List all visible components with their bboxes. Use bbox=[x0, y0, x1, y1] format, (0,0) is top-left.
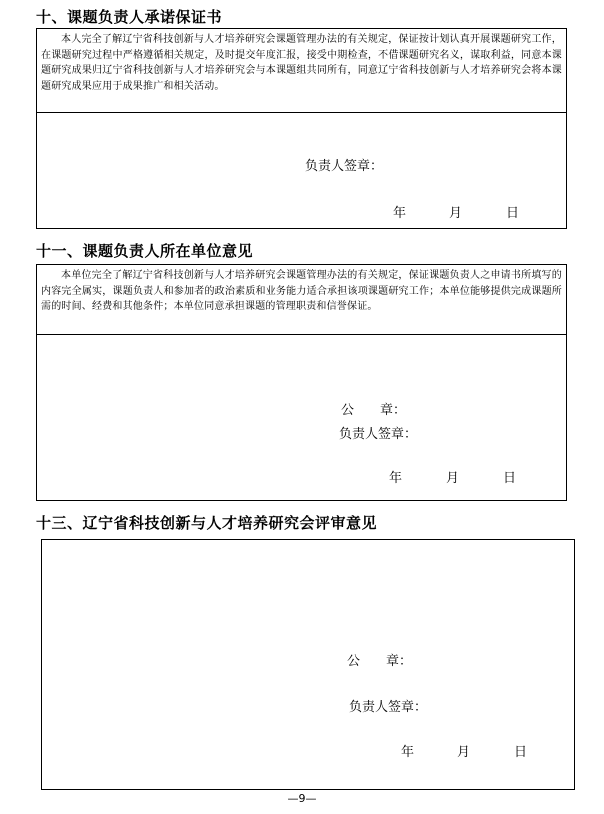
section-13-title: 十三、辽宁省科技创新与人才培养研究会评审意见 bbox=[36, 514, 378, 532]
signature-label: 负责人签章： bbox=[349, 700, 428, 715]
date-month: 月 bbox=[457, 745, 471, 760]
signature-label: 负责人签章： bbox=[339, 427, 418, 442]
section-10-title: 十、课题负责人承诺保证书 bbox=[36, 8, 223, 26]
date-year: 年 bbox=[389, 471, 403, 486]
section-11-paragraph: 本单位完全了解辽宁省科技创新与人才培养研究会课题管理办法的有关规定，保证课题负责人之申请书所填写的内容完全属实，课题负责人和参加者的政治素质和业务能力适合承担该项课题研究工作；本单位能够提供完成课题所需的时间、经费和其他条件；本单位同意承担课题的管理职责和信誉保证。 bbox=[41, 270, 562, 313]
date-day: 日 bbox=[514, 745, 528, 760]
section-11-divider bbox=[37, 334, 566, 335]
date-month: 月 bbox=[449, 206, 463, 221]
section-13-box bbox=[41, 539, 575, 790]
date-year: 年 bbox=[401, 745, 415, 760]
seal-label: 公 章： bbox=[347, 654, 413, 669]
page-number: —9— bbox=[287, 792, 317, 805]
section-10-divider bbox=[37, 112, 566, 113]
date-day: 日 bbox=[506, 206, 520, 221]
seal-label: 公 章： bbox=[341, 403, 407, 418]
section-11-box bbox=[36, 264, 567, 501]
date-month: 月 bbox=[446, 471, 460, 486]
date-year: 年 bbox=[393, 206, 407, 221]
date-day: 日 bbox=[503, 471, 517, 486]
signature-label: 负责人签章： bbox=[305, 159, 384, 174]
section-10-paragraph: 本人完全了解辽宁省科技创新与人才培养研究会课题管理办法的有关规定，保证按计划认真开展课题研究工作，在课题研究过程中严格遵循相关规定，及时提交年度汇报，接受中期检查，不借课题研究名义，谋取利益，同意本课题研究成果归辽宁省科技创新与人才培养研究会与本课题组共同所有，同意辽宁省科技创新与人才培养研究会将本课题研究成果应用于成果推广和相关活动。 bbox=[41, 34, 562, 92]
section-10-box bbox=[36, 28, 567, 229]
section-11-title: 十一、课题负责人所在单位意见 bbox=[36, 242, 254, 260]
